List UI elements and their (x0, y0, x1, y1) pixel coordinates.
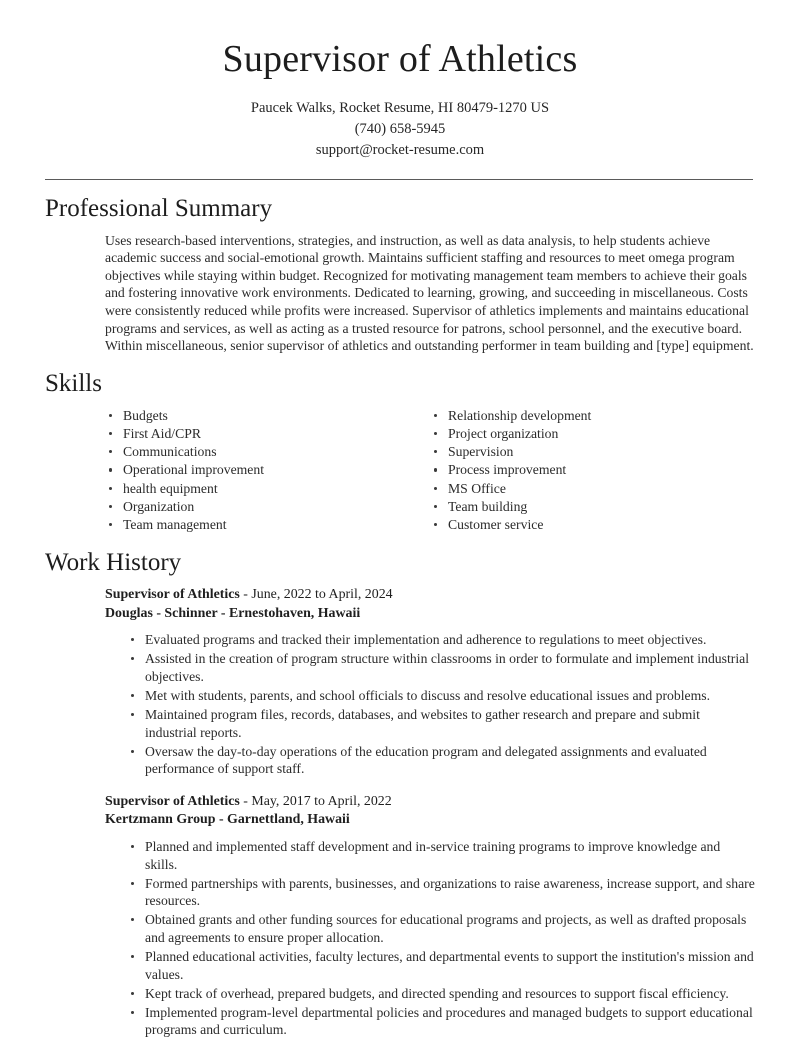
skill-item: Budgets (105, 407, 430, 425)
job-header (45, 586, 755, 623)
job-company: Douglas - Schinner - Ernestohaven, Hawaii (105, 605, 361, 621)
job-bullet-item: Planned educational activities, faculty lectures, and departmental events to support the institution's mission and values. (127, 948, 755, 983)
job-bullet-item: Implemented program-level departmental policies and procedures and managed budgets to support educational programs and curriculum. (127, 1004, 755, 1039)
skills-columns (45, 407, 755, 534)
section-heading-summary: Professional Summary (45, 194, 273, 222)
work-history-entry (45, 793, 755, 1039)
skills-column-left (105, 407, 430, 534)
job-title-line (105, 586, 755, 605)
skill-item: Supervision (430, 443, 755, 461)
job-header (45, 793, 755, 830)
skill-item: Organization (105, 498, 430, 516)
job-bullet-item: Oversaw the day-to-day operations of the education program and delegated assignments and evaluated performance of support staff. (127, 743, 755, 778)
work-history-list (45, 586, 755, 1039)
skill-item: Process improvement (430, 461, 755, 479)
job-bullet-item: Obtained grants and other funding sources for educational programs and projects, as well as drafted proposals and agreements to ensure proper allocation. (127, 911, 755, 946)
skill-item: Operational improvement (105, 461, 430, 479)
skill-item: Team building (430, 498, 755, 516)
summary-paragraph: Uses research-based interventions, strategies, and instruction, as well as data analysis, to help students achieve academic success and social-emotional growth. Maintains sufficient staffing and resources to meet omega program objectives while staying within budget. Recognized for motivating management team members to achieve their goals and fostering innovative work environments. Dedicated to learning, growing, and succeeding in miscellaneous. Costs were consistently reduced while profits were increased. Supervisor of athletics implements and maintains educational programs and services, as well as acting as a trusted resource for patrons, school personnel, and the executive board. Within miscellaneous, senior supervisor of athletics and outstanding performer in team building and [type] equipment. (105, 232, 754, 354)
skill-item: Communications (105, 443, 430, 461)
job-bullet-item: Maintained program files, records, databases, and websites to gather research and prepare and submit industrial reports. (127, 706, 755, 741)
section-skills (45, 369, 755, 534)
skills-list-right (430, 407, 755, 534)
skill-item: Team management (105, 516, 430, 534)
job-dates: - June, 2022 to April, 2024 (239, 587, 393, 603)
job-bullet-list (127, 838, 755, 1039)
job-bullet-item: Planned and implemented staff development and in-service training programs to improve knowledge and skills. (127, 838, 755, 873)
job-bullet-item: Kept track of overhead, prepared budgets, and directed spending and resources to support fiscal efficiency. (127, 985, 755, 1003)
skill-item: health equipment (105, 480, 430, 498)
skills-column-right (430, 407, 755, 534)
job-bullet-list (127, 631, 755, 778)
skill-item: Relationship development (430, 407, 755, 425)
section-heading-work-history: Work History (45, 549, 182, 577)
summary-body (45, 232, 755, 355)
job-role: Supervisor of Athletics (105, 587, 240, 603)
job-bullet-item: Formed partnerships with parents, businesses, and organizations to raise awareness, increase support, and share resources. (127, 875, 755, 910)
contact-email: support@rocket-resume.com (315, 141, 485, 158)
job-bullet-item: Met with students, parents, and school officials to discuss and resolve educational issues and problems. (127, 687, 755, 705)
job-dates: - May, 2017 to April, 2022 (239, 793, 392, 809)
contact-block (45, 98, 755, 161)
section-work-history (45, 548, 755, 1039)
header-divider (45, 179, 753, 180)
contact-address: Paucek Walks, Rocket Resume, HI 80479-1270 US (250, 99, 550, 116)
job-bullet-item: Assisted in the creation of program structure within classrooms in order to formulate and implement industrial objectives. (127, 650, 755, 685)
section-professional-summary (45, 194, 755, 355)
skills-list-left (105, 407, 430, 534)
job-company: Kertzmann Group - Garnettland, Hawaii (105, 812, 350, 828)
section-heading-skills: Skills (45, 369, 102, 397)
contact-phone: (740) 658-5945 (354, 120, 446, 137)
job-role: Supervisor of Athletics (105, 793, 240, 809)
job-bullet-item: Evaluated programs and tracked their implementation and adherence to regulations to meet objectives. (127, 631, 755, 649)
job-bullets (45, 838, 755, 1039)
skill-item: First Aid/CPR (105, 425, 430, 443)
page-title: Supervisor of Athletics (222, 38, 578, 80)
skill-item: Project organization (430, 425, 755, 443)
skill-item: MS Office (430, 480, 755, 498)
job-bullets (45, 631, 755, 778)
job-title-line (105, 793, 755, 812)
skill-item: Customer service (430, 516, 755, 534)
work-history-entry (45, 586, 755, 778)
